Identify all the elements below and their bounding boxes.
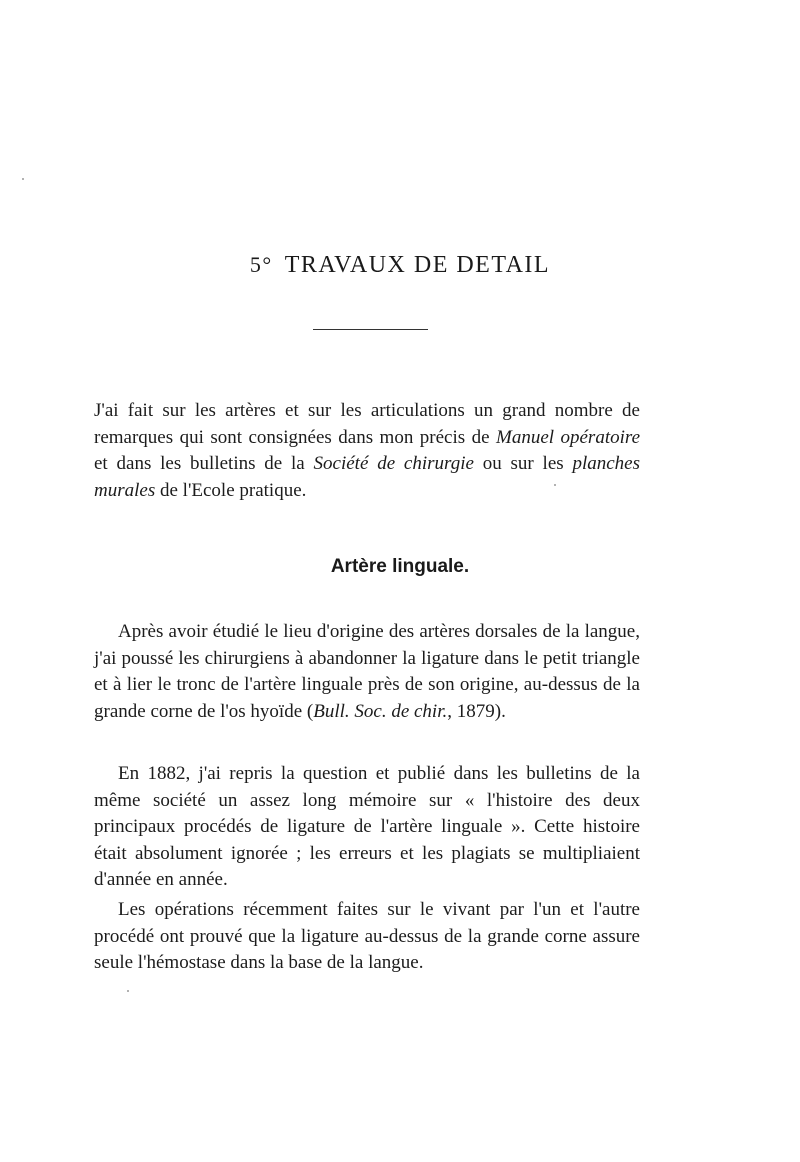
intro-paragraph	[94, 398, 640, 504]
paper-speck	[127, 990, 129, 992]
intro-italic-societe: Société de chirurgie	[313, 453, 474, 474]
intro-text-3: ou sur les	[473, 453, 573, 474]
paragraph-3: Les opérations récemment faites sur le vivant par l'un et l'autre procédé ont prouvé que la ligature au-dessus de la grande corne assure seule l'hémostase dans la base de la langue.	[94, 899, 640, 973]
p1-text-1: Après avoir étudié le lieu d'origine des artères dorsales de la langue, j'ai poussé les chirurgiens à abandonner la ligature dans le petit triangle et à lier le tronc de l'artère linguale près de son origine, au-dessus de la grande corne de l'os hyoïde (	[94, 621, 640, 722]
intro-italic-planches: planches murales	[94, 453, 641, 501]
p1-italic-citation: Bull. Soc. de chir.	[313, 700, 448, 722]
intro-text-1: J'ai fait sur les artères et sur les articulations un grand nombre de remarques qui sont consignées dans mon précis de	[94, 400, 640, 448]
paper-speck	[554, 484, 556, 486]
paper-speck	[22, 178, 24, 180]
intro-text-4: de l'Ecole pratique.	[155, 479, 307, 501]
heading-rule	[313, 329, 428, 330]
intro-text-2: et dans les bulletins de la	[94, 453, 314, 474]
paragraph-1	[94, 619, 640, 725]
p1-text-2: , 1879).	[447, 700, 506, 722]
subheading-artere-linguale: Artère linguale.	[330, 556, 470, 577]
paragraph-2: En 1882, j'ai repris la question et publié dans les bulletins de la même société un assez long mémoire sur « l'histoire des deux principaux procédés de ligature de l'artère linguale ». Cette histoire était absolument ignorée ; les erreurs et les plagiats se multipliaient d'année en année.	[94, 763, 640, 890]
intro-italic-manuel: Manuel opératoire	[496, 426, 641, 448]
section-heading	[0, 252, 800, 279]
section-number: 5°	[249, 252, 273, 277]
section-title: TRAVAUX DE DETAIL	[284, 252, 551, 278]
